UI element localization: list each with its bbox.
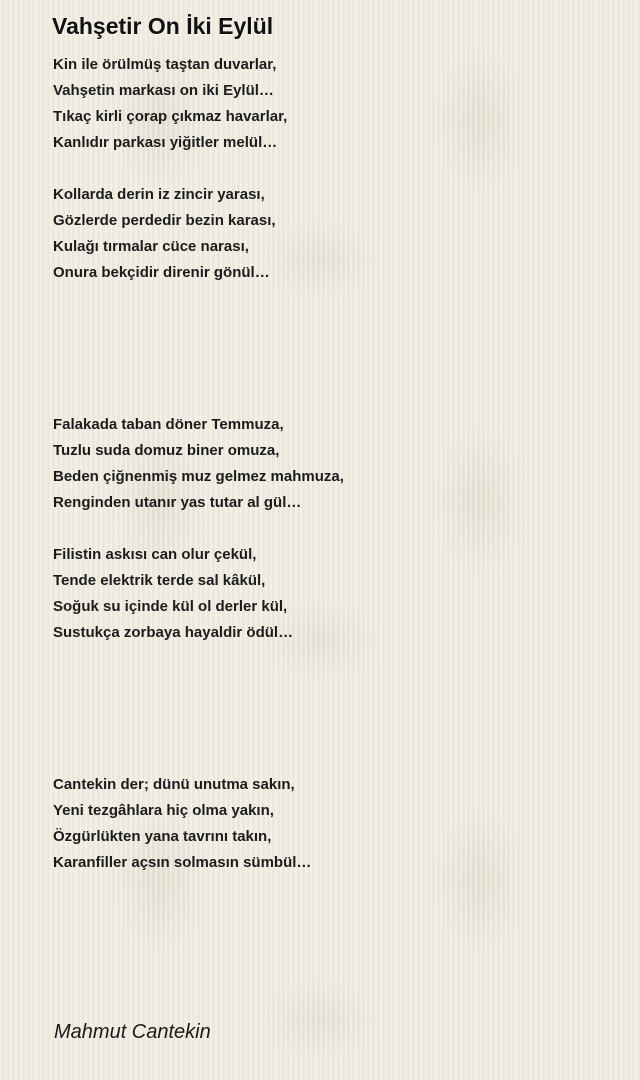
poem-line: Tıkaç kirli çorap çıkmaz havarlar,: [53, 108, 288, 125]
poem-line: Cantekin der; dünü unutma sakın,: [53, 776, 295, 793]
poem-line: Beden çiğnenmiş muz gelmez mahmuza,: [53, 468, 344, 485]
poem-line: Gözlerde perdedir bezin karası,: [53, 212, 276, 229]
poem-line: Tende elektrik terde sal kâkül,: [53, 572, 266, 589]
poem-stanza-3: [53, 412, 344, 516]
poem-stanza-1: [53, 52, 287, 156]
poem-stanza-4: [53, 542, 293, 646]
poem-line: Renginden utanır yas tutar al gül…: [53, 494, 302, 511]
poem-line: Kin ile örülmüş taştan duvarlar,: [53, 56, 277, 73]
poem-title: Vahşetir On İki Eylül: [52, 13, 274, 39]
poem-line: Vahşetin markası on iki Eylül…: [53, 82, 274, 99]
poem-line: Soğuk su içinde kül ol derler kül,: [53, 598, 288, 615]
poem-line: Onura bekçidir direnir gönül…: [53, 264, 270, 281]
poem-line: Falakada taban döner Temmuza,: [53, 416, 284, 433]
poem-line: Sustukça zorbaya hayaldir ödül…: [53, 624, 294, 641]
poem-line: Kollarda derin iz zincir yarası,: [53, 186, 265, 203]
poem-line: Kulağı tırmalar cüce narası,: [53, 238, 249, 255]
poem-line: Kanlıdır parkası yiğitler melül…: [53, 134, 278, 151]
poem-line: Filistin askısı can olur çekül,: [53, 546, 257, 563]
poem-line: Tuzlu suda domuz biner omuza,: [53, 442, 280, 459]
poem-line: Özgürlükten yana tavrını takın,: [53, 828, 272, 845]
poem-line: Yeni tezgâhlara hiç olma yakın,: [53, 802, 274, 819]
poem-stanza-5: [53, 772, 311, 876]
poem-line: Karanfiller açsın solmasın sümbül…: [53, 854, 312, 871]
poem-author: Mahmut Cantekin: [54, 1021, 211, 1043]
poem-stanza-2: [53, 182, 276, 286]
